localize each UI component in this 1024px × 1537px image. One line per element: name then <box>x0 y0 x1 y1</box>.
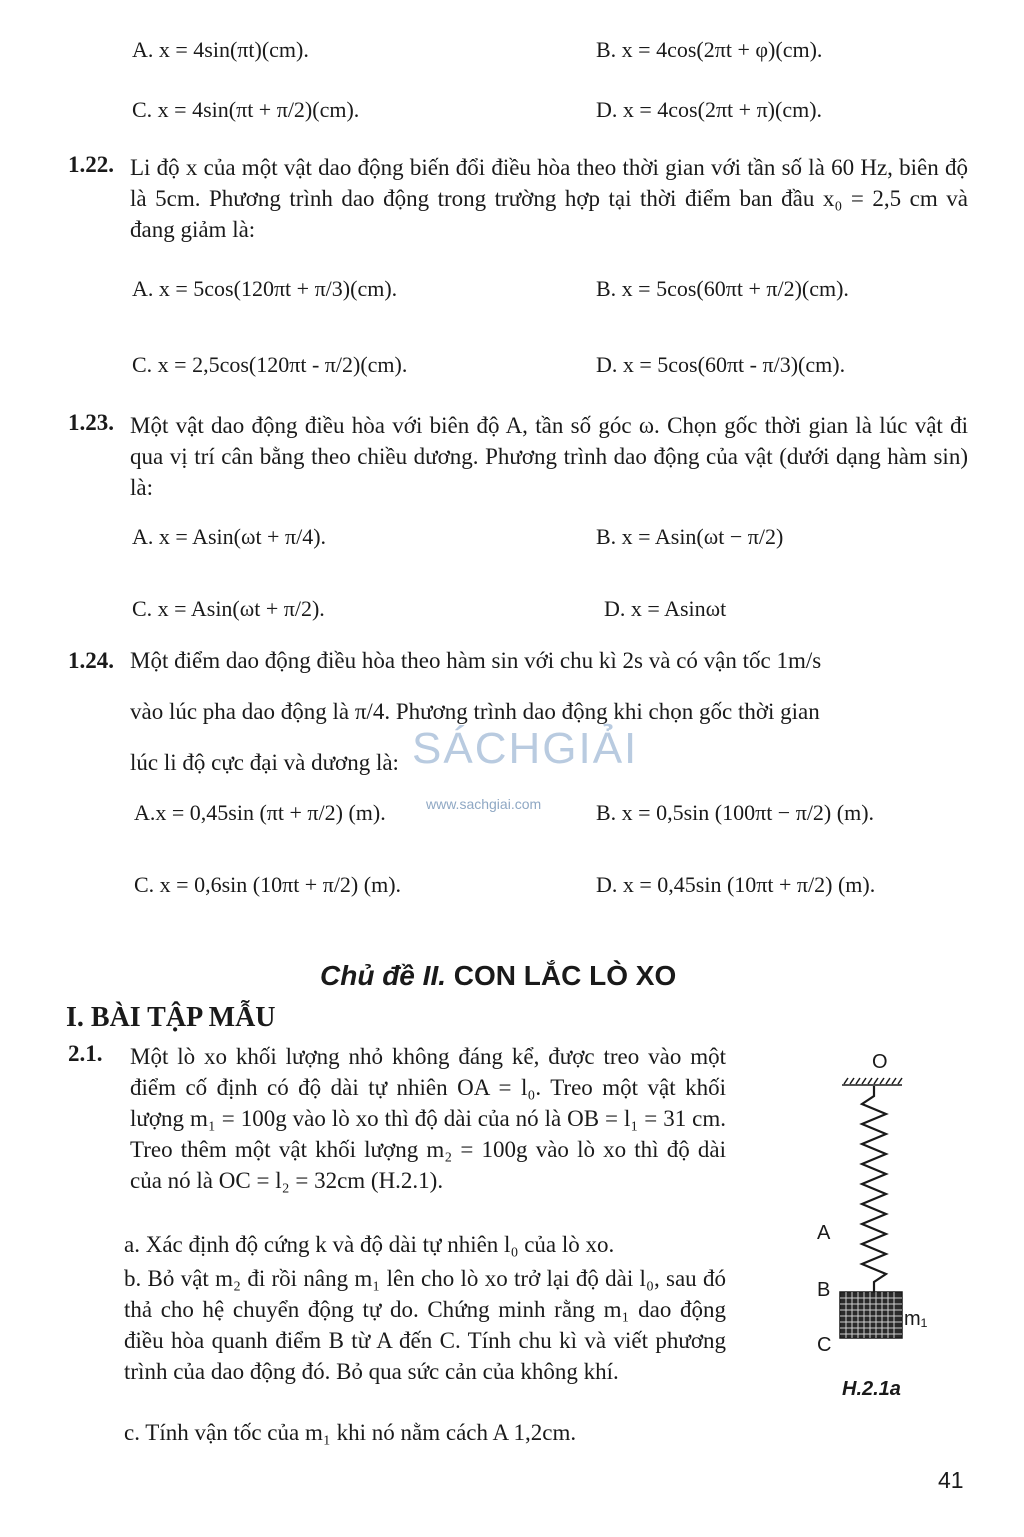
topic-prefix: Chủ đề II. <box>320 960 446 991</box>
q122-text: Li độ x của một vật dao động biến đổi điều hòa theo thời gian với tần số là 60 Hz, biên độ là 5cm. Phương trình dao động trong trường hợp tại thời điểm ban đầu x₀ = 2,5 cm và đang giảm là: <box>130 155 968 242</box>
q123-option-c: C. x = Asin(ωt + π/2). <box>132 596 325 621</box>
q121-option-a: A. x = 4sin(πt)(cm). <box>132 37 309 62</box>
q121-option-c: C. x = 4sin(πt + π/2)(cm). <box>132 97 360 122</box>
ex21-part-a: a. Xác định độ cứng k và độ dài tự nhiên l₀ của lò xo. <box>124 1232 615 1257</box>
watermark-brand: SÁCHGIẢI <box>412 724 639 773</box>
q124-option-c: C. x = 0,6sin (10πt + π/2) (m). <box>134 872 402 897</box>
topic-title: CON LẮC LÒ XO <box>453 960 677 991</box>
q123-option-d: D. x = Asinωt <box>604 596 727 621</box>
q123-option-a: A. x = Asin(ωt + π/4). <box>132 524 327 549</box>
watermark-url: www.sachgiai.com <box>426 796 542 812</box>
q124-number: 1.24. <box>68 648 114 673</box>
ex21-part-b: b. Bỏ vật m₂ đi rồi nâng m₁ lên cho lò xo trở lại độ dài l₀, sau đó thả cho hệ chuyển động tự do. Chứng minh rằng m₁ dao động điều hòa quanh điểm B từ A đến C. Tính chu kì và viết phương trình của dao động đó. Bỏ qua sức cản của không khí. <box>124 1266 726 1384</box>
q122-option-a: A. x = 5cos(120πt + π/3)(cm). <box>132 276 398 301</box>
q124-option-d: D. x = 0,45sin (10πt + π/2) (m). <box>596 872 876 897</box>
q122-option-d: D. x = 5cos(60πt - π/3)(cm). <box>596 352 846 377</box>
q122-option-b: B. x = 5cos(60πt + π/2)(cm). <box>596 276 849 301</box>
topic-heading <box>320 960 676 992</box>
ceiling-hatch <box>842 1078 902 1085</box>
q124-line-1: Một điểm dao động điều hòa theo hàm sin với chu kì 2s và có vận tốc 1m/s <box>130 648 822 673</box>
label-a: A <box>817 1222 831 1244</box>
q123-text: Một vật dao động điều hòa với biên độ A, tần số góc ω. Chọn gốc thời gian là lúc vật đi qua vị trí cân bằng theo chiều dương. Phương trình dao động của vật (dưới dạng hàm sin) là: <box>130 413 968 500</box>
ex21-text: Một lò xo khối lượng nhỏ không đáng kể, được treo vào một điểm cố định có độ dài tự nhiên OA = l₀. Treo một vật khối lượng m₁ = 100g vào lò xo thì độ dài của nó là OB = l₁ = 31 cm. Treo thêm một vật khối lượng m₂ = 100g vào lò xo thì độ dài của nó là OC = l₂ = 32cm (H.2.1). <box>130 1044 726 1193</box>
q123-number: 1.23. <box>68 410 114 435</box>
spring-coil <box>862 1086 886 1292</box>
section-title: I. BÀI TẬP MẪU <box>66 1002 276 1033</box>
q122-number: 1.22. <box>68 152 114 177</box>
label-c: C <box>817 1334 832 1356</box>
q124-option-b: B. x = 0,5sin (100πt − π/2) (m). <box>596 800 875 825</box>
q124-line-3: lúc li độ cực đại và dương là: <box>130 750 399 775</box>
label-mass: m₁ <box>904 1308 928 1330</box>
q124-option-a: A.x = 0,45sin (πt + π/2) (m). <box>134 800 386 825</box>
page-number: 41 <box>938 1467 964 1493</box>
label-o: O <box>872 1051 888 1073</box>
figure-caption: H.2.1a <box>842 1378 901 1400</box>
q121-option-d: D. x = 4cos(2πt + π)(cm). <box>596 97 823 122</box>
q122-option-c: C. x = 2,5cos(120πt - π/2)(cm). <box>132 352 408 377</box>
ex21-part-c: c. Tính vận tốc của m₁ khi nó nằm cách A 1,2cm. <box>124 1420 577 1445</box>
q124-line-2: vào lúc pha dao động là π/4. Phương trình dao động khi chọn gốc thời gian <box>130 699 820 724</box>
ex21-number: 2.1. <box>68 1041 103 1066</box>
mass-block <box>840 1292 902 1338</box>
q123-option-b: B. x = Asin(ωt − π/2) <box>596 524 784 549</box>
label-b: B <box>817 1279 831 1301</box>
q121-option-b: B. x = 4cos(2πt + φ)(cm). <box>596 37 823 62</box>
